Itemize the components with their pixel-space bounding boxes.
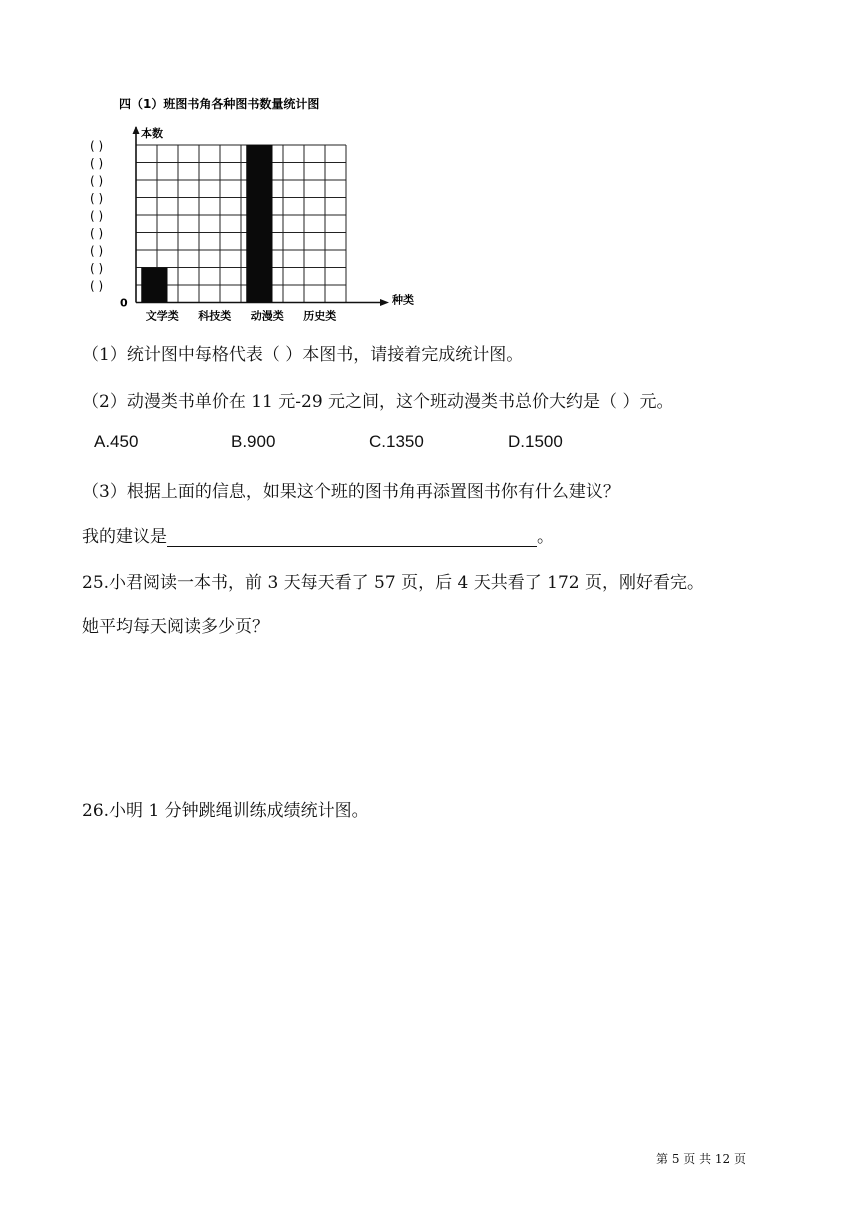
- x-axis-label: 种类: [392, 293, 414, 307]
- q25-line2: 她平均每天阅读多少页？: [82, 617, 269, 637]
- y-tick-placeholder: ( ): [90, 279, 104, 293]
- category-label: 动漫类: [250, 309, 284, 323]
- y-tick-placeholder: ( ): [90, 191, 104, 206]
- option-c: C.1350: [369, 432, 424, 451]
- y-tick-placeholder: ( ): [90, 261, 104, 276]
- category-label: 科技类: [198, 309, 232, 323]
- q26-line1: 26.小明 1 分钟跳绳训练成绩统计图。: [82, 801, 369, 821]
- page-footer: 第 5 页 共 12 页: [656, 1152, 746, 1166]
- suggestion-blank: [167, 528, 537, 547]
- option-b: B.900: [231, 432, 276, 451]
- suggestion-suffix: 。: [537, 527, 554, 547]
- suggestion-line: [82, 522, 554, 547]
- suggestion-prefix: 我的建议是: [82, 527, 167, 547]
- bar-chart: [86, 92, 426, 327]
- x-axis-arrow: [380, 299, 389, 306]
- option-d: D.1500: [508, 432, 563, 451]
- bar-1: [141, 268, 167, 303]
- chart-title: 四（1）班图书角各种图书数量统计图: [119, 97, 320, 111]
- y-origin-label: 0: [120, 296, 128, 310]
- q24-part2: （2）动漫类书单价在 11 元-29 元之间，这个班动漫类书总价大约是（ ）元。: [82, 392, 674, 412]
- option-a: A.450: [94, 432, 139, 451]
- q24-part1: （1）统计图中每格代表（ ）本图书，请接着完成统计图。: [82, 345, 524, 365]
- y-tick-placeholder: ( ): [90, 226, 104, 241]
- category-label: 历史类: [303, 309, 337, 323]
- chart-body: [90, 126, 414, 323]
- q25-line1: 25.小君阅读一本书，前 3 天每天看了 57 页，后 4 天共看了 172 页，刚好看完。: [82, 573, 704, 593]
- q24-part3: （3）根据上面的信息，如果这个班的图书角再添置图书你有什么建议？: [82, 482, 620, 502]
- y-axis-arrow: [133, 126, 140, 134]
- y-tick-placeholder: ( ): [90, 139, 104, 153]
- bar-3: [246, 145, 272, 303]
- y-axis-label: 本数: [141, 127, 163, 140]
- y-tick-placeholder: ( ): [90, 174, 104, 188]
- y-tick-placeholder: ( ): [90, 244, 104, 258]
- y-tick-placeholder: ( ): [90, 209, 104, 223]
- y-tick-placeholder: ( ): [90, 156, 104, 171]
- category-label: 文学类: [145, 309, 179, 323]
